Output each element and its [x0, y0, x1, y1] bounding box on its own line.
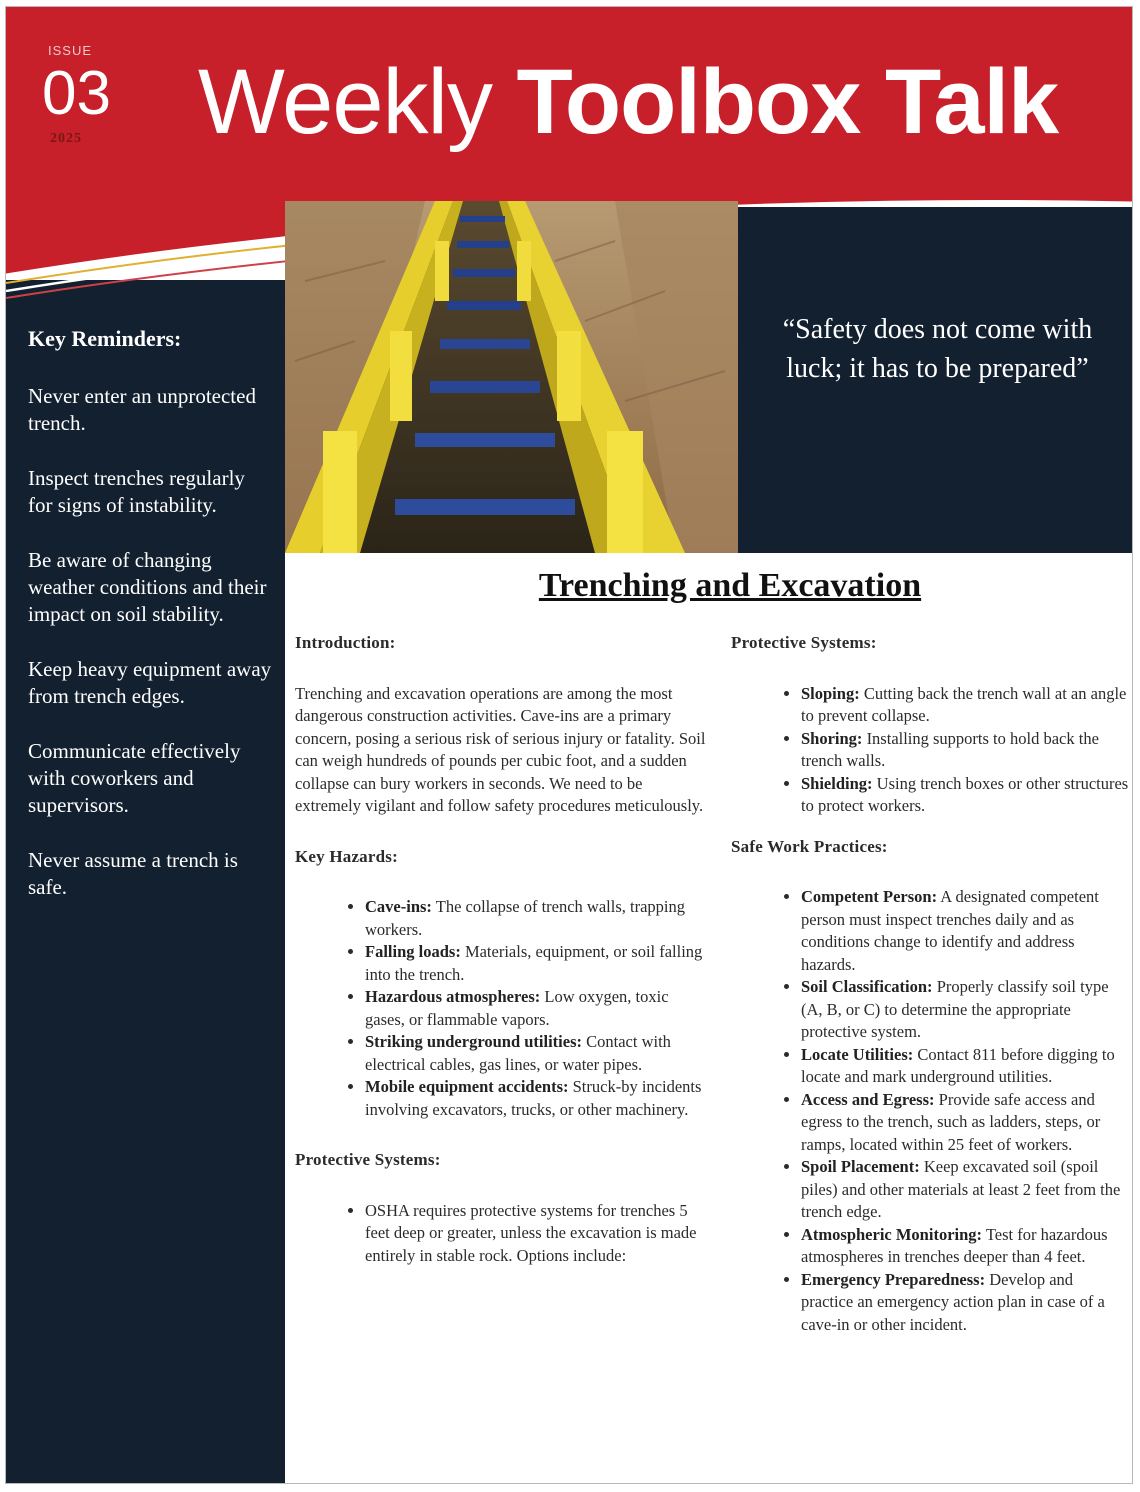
list-item: • Falling loads: Materials, equipment, or soil falling into the trench.	[365, 941, 710, 986]
issue-year: 2025	[50, 131, 82, 146]
hazards-list	[295, 896, 710, 1121]
article-title: Trenching and Excavation	[538, 567, 922, 604]
list-item: • Striking underground utilities: Contact with electrical cables, gas lines, or water pipes.	[365, 1031, 710, 1076]
list-item: • Cave-ins: The collapse of trench walls, trapping workers.	[365, 896, 710, 941]
left-column	[295, 632, 710, 1267]
protective-heading: Protective Systems:	[295, 1150, 441, 1169]
list-item: • OSHA requires protective systems for trenches 5 feet deep or greater, unless the excavation is made entirely in stable rock. Options include:	[365, 1200, 710, 1268]
issue-label: ISSUE	[48, 43, 93, 58]
issue-number: 03	[42, 59, 111, 128]
list-item: • Emergency Preparedness: Develop and practice an emergency action plan in case of a cave-in or other incident.	[801, 1269, 1129, 1337]
key-reminders-heading: Key Reminders:	[28, 326, 182, 351]
list-item: • Atmospheric Monitoring: Test for hazardous atmospheres in trenches deeper than 4 feet.	[801, 1224, 1129, 1269]
list-item: • Hazardous atmospheres: Low oxygen, toxic gases, or flammable vapors.	[365, 986, 710, 1031]
practices-heading: Safe Work Practices:	[731, 836, 888, 856]
reminder-item: Never assume a trench is safe.	[28, 848, 238, 899]
page-title	[198, 47, 1058, 157]
right-column	[731, 632, 1129, 1336]
protective-intro-list	[295, 1200, 710, 1268]
hazards-heading: Key Hazards:	[295, 846, 398, 866]
safety-quote: “Safety does not come with luck; it has to be prepared”	[782, 314, 1093, 384]
reminder-item: Keep heavy equipment away from trench edges.	[28, 657, 272, 708]
intro-text: Trenching and excavation operations are among the most dangerous construction activities. Cave-ins are a primary concern, posing a serious risk of serious injury or fatality. Soil can weigh hundreds of pounds per cubic foot, and a sudden collapse can bury workers in seconds. We need to be extremely vigilant and follow safety procedures meticulously.	[295, 683, 706, 815]
list-item: • Shoring: Installing supports to hold back the trench walls.	[801, 728, 1129, 773]
title-regular: Weekly	[198, 51, 517, 153]
list-item: • Locate Utilities: Contact 811 before digging to locate and mark underground utilities.	[801, 1044, 1129, 1089]
list-item: • Sloping: Cutting back the trench wall at an angle to prevent collapse.	[801, 683, 1129, 728]
trench-shoring-photo-icon	[285, 201, 738, 553]
intro-heading: Introduction:	[295, 633, 396, 652]
protective-heading-2: Protective Systems:	[731, 633, 877, 652]
list-item: • Shielding: Using trench boxes or other structures to protect workers.	[801, 773, 1129, 818]
list-item: • Spoil Placement: Keep excavated soil (spoil piles) and other materials at least 2 feet from the trench edge.	[801, 1156, 1129, 1224]
list-item: • Soil Classification: Properly classify soil type (A, B, or C) to determine the appropriate protective system.	[801, 976, 1129, 1044]
reminder-item: Be aware of changing weather conditions and their impact on soil stability.	[28, 548, 267, 626]
reminder-item: Inspect trenches regularly for signs of instability.	[28, 466, 245, 517]
sidebar-content	[28, 325, 273, 929]
title-bold: Toolbox Talk	[516, 51, 1059, 153]
practices-list	[731, 886, 1129, 1336]
reminder-item: Never enter an unprotected trench.	[28, 384, 256, 435]
list-item: • Competent Person: A designated competent person must inspect trenches daily and as conditions change to identify and address hazards.	[801, 886, 1129, 976]
list-item: • Mobile equipment accidents: Struck-by incidents involving excavators, trucks, or other machinery.	[365, 1076, 710, 1121]
list-item: • Access and Egress: Provide safe access and egress to the trench, such as ladders, steps, or ramps, located within 25 feet of workers.	[801, 1089, 1129, 1157]
reminder-item: Communicate effectively with coworkers and supervisors.	[28, 739, 241, 817]
trench-photo	[285, 201, 738, 553]
protective-options-list	[731, 683, 1129, 818]
article-heading	[285, 567, 1140, 605]
